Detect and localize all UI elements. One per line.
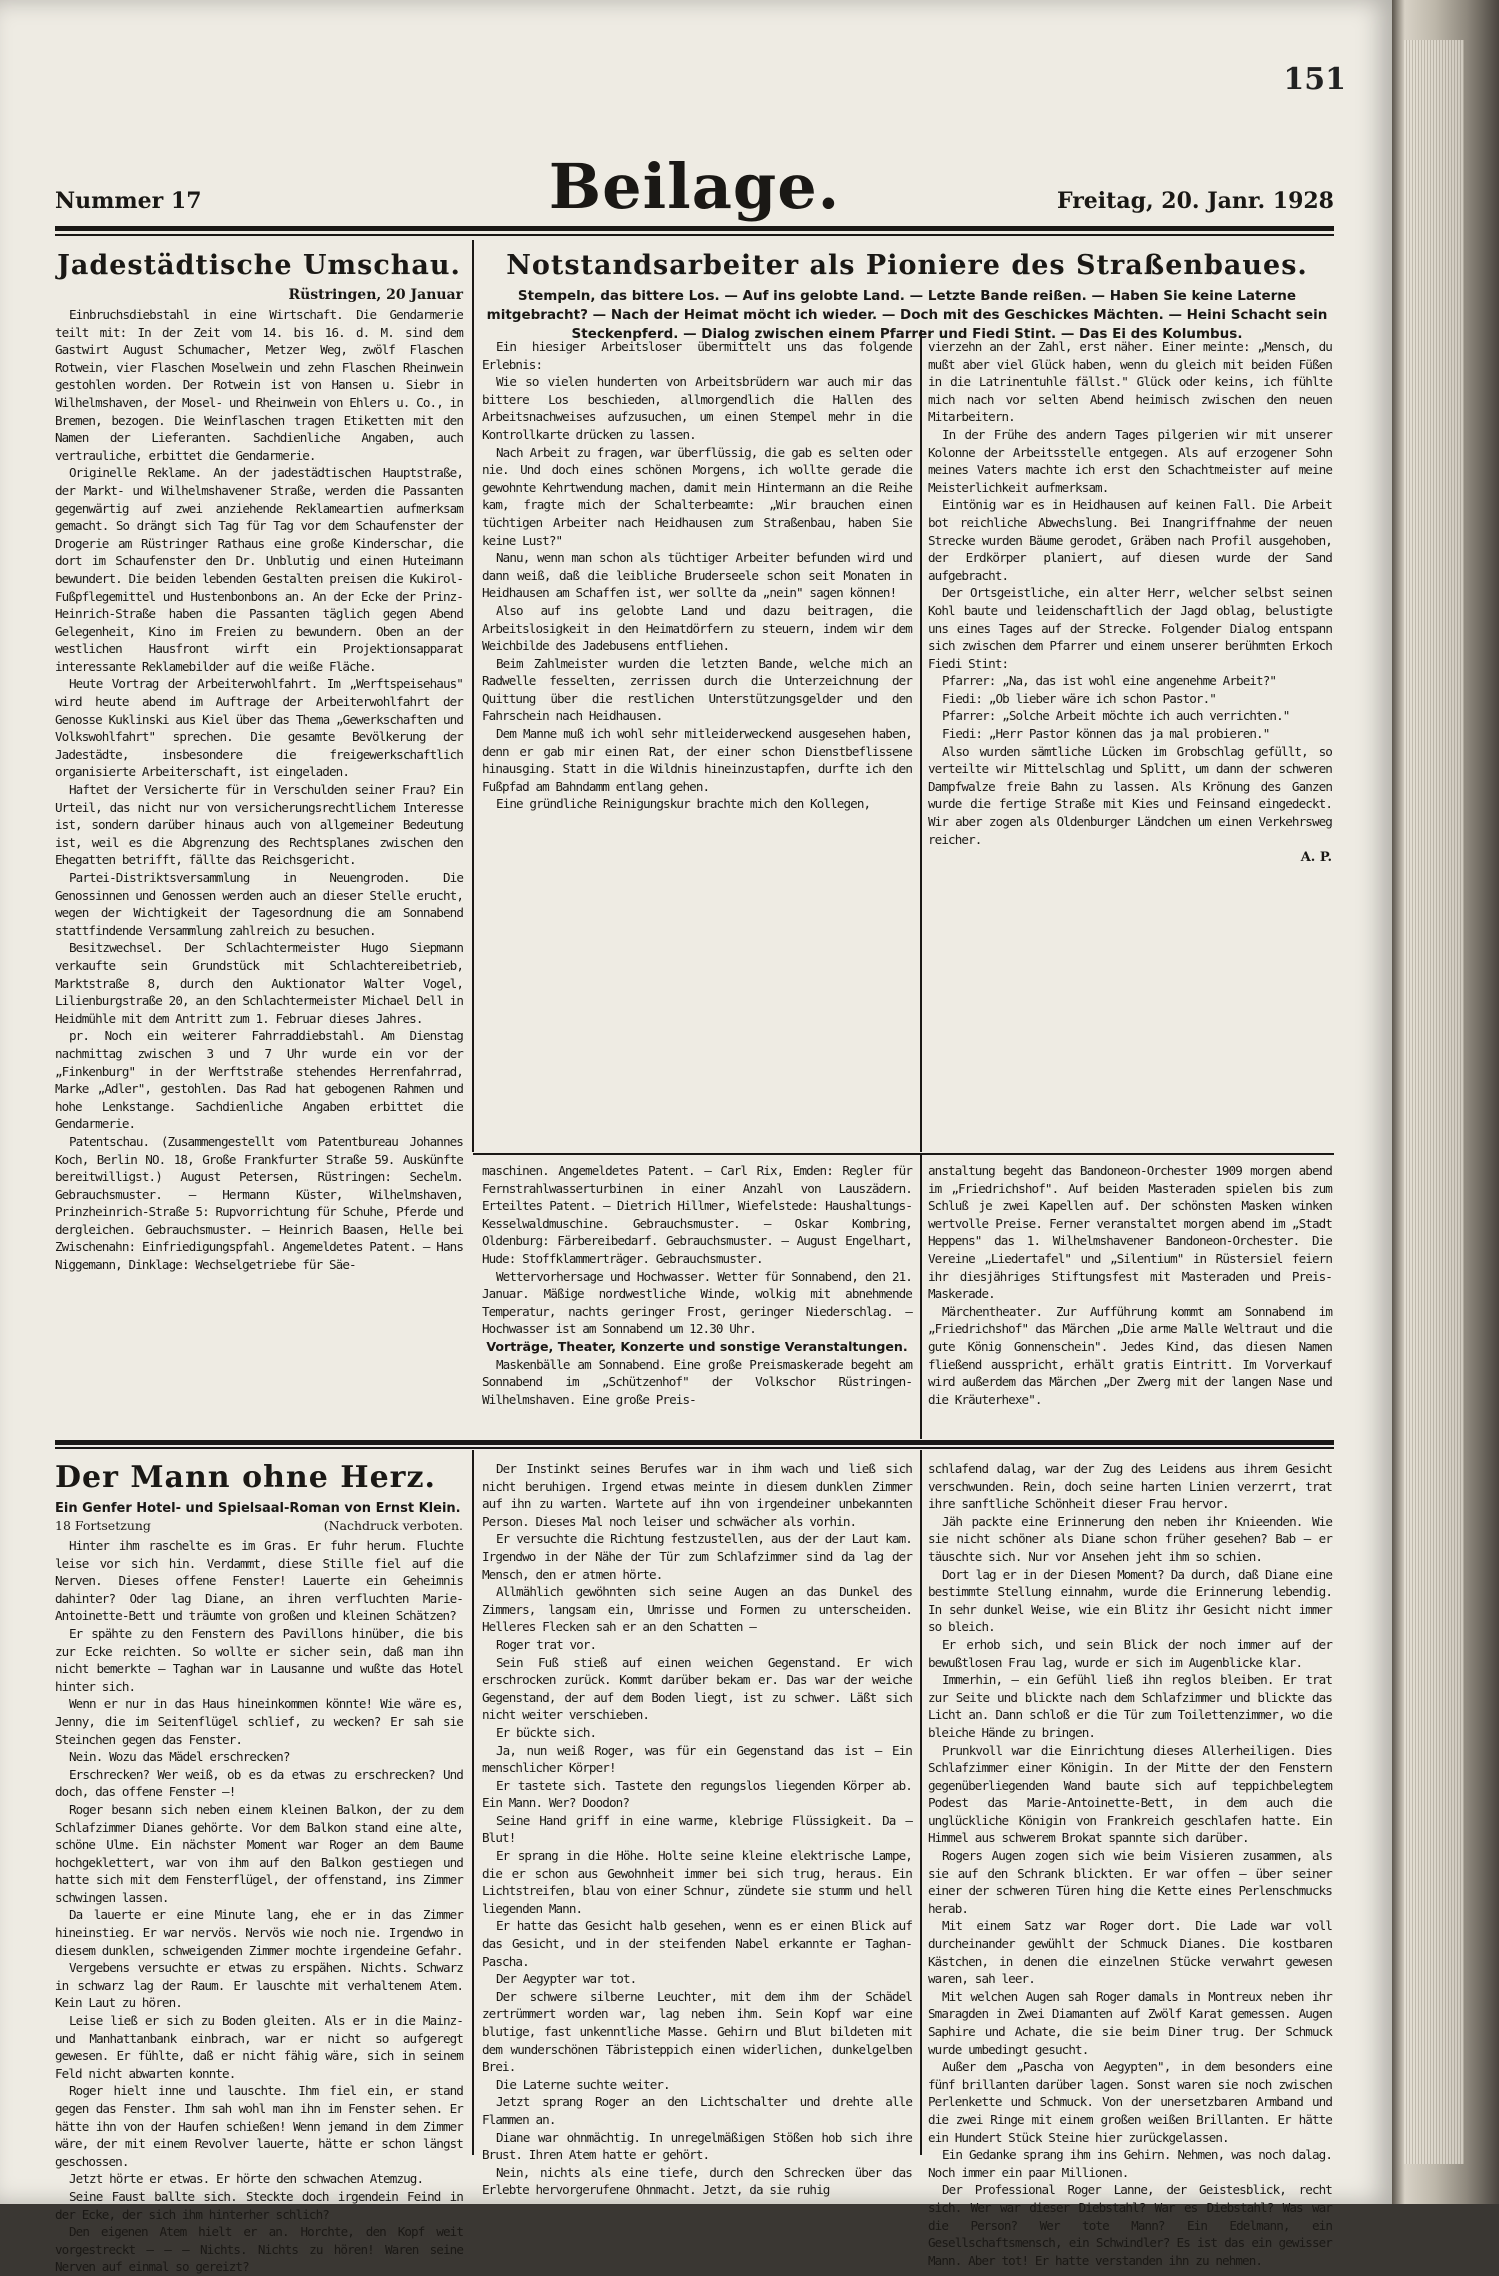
serial-paragraph: Leise ließ er sich zu Boden gleiten. Als er in die Mainz- und Manhattanbank einbrach, war er nicht so aufgeregt gewesen. Er fühlte, daß er nicht fähig wäre, sich in seinem Feld nicht abwarten konnte.	[55, 2013, 463, 2081]
article-paragraph: Wie so vielen hunderten von Arbeitsbrüdern war auch mir das bittere Los beschieden, allmorgendlich die Hallen des Arbeitsnachweises aufzusuchen, um einen Stempel mehr in die Kontrollkarte drücken zu lassen.	[482, 374, 912, 442]
serial-paragraph: Roger trat vor.	[496, 1636, 597, 1652]
serial-paragraph: Er hatte das Gesicht halb gesehen, wenn es er einen Blick auf das Gesicht, und in der steifenden Nabel erkannte er Taghan-Pascha.	[482, 1918, 912, 1969]
masthead-rule-thin	[55, 234, 1334, 236]
issue-date: Freitag, 20. Janr. 1928	[1056, 188, 1334, 214]
page-number: 151	[1283, 62, 1346, 97]
serial-divider-thin	[55, 1447, 1334, 1449]
serial-paragraph: Da lauerte er eine Minute lang, ehe er in das Zimmer hineinstieg. Er war nervös. Nervös wie noch nie. Irgendwo in diesem dunklen, schweigenden Zimmer mochte irgendeine Gefahr.	[55, 1907, 463, 1958]
article-paragraph: vierzehn an der Zahl, erst näher. Einer meinte: „Mensch, du mußt aber viel Glück haben, wenn du gleich mit beiden Füßen in die Latrinentuhle fällst." Glück oder keins, ich fühlte mich nach vor selten Abend heimisch zwischen den neuen Mitarbeitern.	[928, 339, 1332, 425]
serial-paragraph: Hinter ihm raschelte es im Gras. Er fuhr herum. Fluchte leise vor sich hin. Verdammt, diese Stille fiel auf die Nerven. Dieses offene Fenster! Lauerte ein Geheimnis dahinter? Oder lag Diane, an ihren verfluchten Marie-Antoinette-Bett und träumte von großen und kleinen Schätzen?	[55, 1538, 463, 1624]
serial-paragraph: Der Instinkt seines Berufes war in ihm wach und ließ sich nicht beruhigen. Irgend etwas meinte in diesem dunklen Zimmer auf ihn zu warten. Wartete auf ihn von irgendeiner unbekannten Person. Dieses Mal noch leiser und schwächer als vorhin.	[482, 1461, 912, 1529]
serial-paragraph: Nein, nichts als eine tiefe, durch den Schrecken über das Erlebte hervorgerufene Ohnmacht. Jetzt, da sie ruhig	[482, 2164, 912, 2198]
serial-paragraph: Der Professional Roger Lanne, der Geistesblick, recht sich. Wer war dieser Diebstahl? War es Diebstahl? Was war die Person? Wer tote Mann? Ein Edelmann, ein Gesellschaftsmensch, ein Schwindler? Es ist das ein gewisser Mann. Aber tot! Er hatte verstanden ihn zu nehmen.	[928, 2182, 1332, 2268]
article-paragraph: Originelle Reklame. An der jadestädtischen Hauptstraße, der Markt- und Wilhelmshavener Straße, werden die Passanten gegenwärtig auf zwei anziehende Reklameartien aufmerksam gemacht. So drängt sich Tag für Tag vor dem Schaufenster der Drogerie am Rüstringer Rathaus eine große Kinderschar, die dort im Schaufenster den Dr. Unblutig und einen Huteimann bewundert. Die beiden lebenden Gestalten preisen die Kukirol-Fußpflegemittel und Hustenbonbons an. An der Ecke der Prinz-Heinrich-Straße haben die Passanten täglich gegen Abend Gelegenheit, Kino im Freien zu bewundern. Oben an der westlichen Hausfront wirft ein Projektionsapparat interessante Reklamebilder auf die weiße Fläche.	[55, 465, 463, 674]
column-divider	[472, 1450, 474, 2155]
article-paragraph: In der Frühe des andern Tages pilgerien wir mit unserer Kolonne der Arbeitsstelle entgegen. Als auf erzogener Sohn meines Vaters machte ich erst den Schachtmeister auf meine Meisterlichkeit aufmerksam.	[928, 426, 1332, 495]
article-paragraph: Dem Manne muß ich wohl sehr mitleiderweckend ausgesehen haben, denn er gab mir einen Rat, der einer schon Dienstbeflissene hinausging. Statt in die Wildnis hineinzustapfen, durfte ich den Fußpfad am Bahndamm entlang gehen.	[482, 726, 912, 794]
serial-paragraph: Seine Hand griff in eine warme, klebrige Flüssigkeit. Da — Blut!	[482, 1812, 912, 1846]
article-paragraph: Pfarrer: „Solche Arbeit möchte ich auch verrichten."	[942, 708, 1290, 724]
article-paragraph: Patentschau. (Zusammengestellt vom Patentbureau Johannes Koch, Berlin NO. 18, Große Frankfurter Straße 59. Auskünfte bereitwilligst.) August Petersen, Rüstringen: Sechelm. Gebrauchsmuster. — Hermann Küster, Wilhelmshaven, Prinzheinrich-Straße 5: Rupvorrichtung für Schuhe, Pferde und dergleichen. Gebrauchsmuster. — Heinrich Baasen, Helle bei Zwischenahn: Einfriedigungspfahl. Angemeldetes Patent. — Hans Niggemann, Dinklage: Wechselgetriebe für Säe-	[55, 1133, 463, 1273]
article-paragraph: Eintönig war es in Heidhausen auf keinen Fall. Die Arbeit bot reichliche Abwechslung. Bei Inangriffnahme der neuen Strecke wurden Bäume gerodet, Gräben nach Profil ausgehoben, der Erdkörper planiert, auf diesen wurde der Sand aufgebracht.	[928, 497, 1332, 583]
article-paragraph: Beim Zahlmeister wurden die letzten Bande, welche mich an Radwelle fesselten, zerrissen durch die Unterzeichnung der Quittung über die restlichen Unterstützungsgelder und den Fahrschein nach Heidhausen.	[482, 655, 912, 724]
masthead-row	[55, 150, 1334, 224]
notices-right	[928, 1162, 1332, 1434]
serial-paragraph: Ein Gedanke sprang ihm ins Gehirn. Nehmen, was noch dalag. Noch immer ein paar Millionen.	[928, 2147, 1332, 2180]
serial-paragraph: Außer dem „Pascha von Aegypten", in dem besonders eine fünf brillanten darüber lagen. Sonst waren sie noch zwischen Perlenkette und Schmuck. Von der unersetzbaren Armband und die zwei Ringe mit einem großen weißen Brillanten. Er hätte ein Hundert Stück Steine hier zurückgelassen.	[928, 2059, 1332, 2145]
serial-paragraph: Roger hielt inne und lauschte. Ihm fiel ein, er stand gegen das Fenster. Ihm sah wohl man ihn im Fenster sehen. Er hätte ihn von der Haufen schießen! Wenn jemand in dem Zimmer wäre, der mit einem Revolver lauerte, hätte er schon längst geschossen.	[55, 2083, 463, 2169]
section-divider	[473, 1153, 1334, 1155]
serial-divider	[55, 1440, 1334, 1445]
serial-paragraph: Wenn er nur in das Haus hineinkommen könnte! Wie wäre es, Jenny, die im Seitenflügel schlief, zu wecken? Er sah sie Steinchen gegen das Fenster.	[55, 1696, 463, 1747]
serial-paragraph: Sein Fuß stieß auf einen weichen Gegenstand. Er wich erschrocken zurück. Kommt darüber bekam er. Das war der weiche Gegenstand, der auf dem Boden liegt, ist zu schwer. Läßt sich nicht weiter verschieben.	[482, 1654, 912, 1723]
masthead-rule	[55, 226, 1334, 231]
notice-paragraph: Wettervorhersage und Hochwasser. Wetter für Sonnabend, den 21. Januar. Mäßige nordwestliche Winde, wolkig mit abnehmende Temperatur, nachts geringer Frost, geringer Niederschlag. — Hochwasser ist am Sonnabend um 12.30 Uhr.	[482, 1268, 912, 1337]
serial-col1	[55, 1460, 463, 2275]
article-subtitle: Stempeln, das bittere Los. — Auf ins gelobte Land. — Letzte Bande reißen. — Haben Sie keine Laterne mitgebracht? — Nach der Heimat möcht ich wieder. — Doch mit des Geschickes Mächten. — Heini Schacht sein Steckenpferd. — Dialog zwischen einem Pfarrer und Fiedi Stint. — Das Ei des Kolumbus.	[486, 288, 1328, 342]
rights-note: (Nachdruck verboten.	[323, 1518, 463, 1533]
column-divider	[920, 1450, 922, 2155]
article-paragraph: Eine gründliche Reinigungskur brachte mich den Kollegen,	[496, 796, 871, 812]
serial-paragraph: Er tastete sich. Tastete den regungslos liegenden Körper ab. Ein Mann. Wer? Doodon?	[482, 1777, 912, 1811]
book-binding-edge	[1392, 0, 1499, 2204]
article-paragraph: Fiedi: „Herr Pastor können das ja mal probieren."	[942, 726, 1270, 742]
article-paragraph: Partei-Distriktsversammlung in Neuengroden. Die Genossinnen und Genossen werden auch an dieser Stelle erucht, wegen der Wichtigkeit der Tagesordnung die am Sonnabend stattfindende Versammlung zahlreich zu besuchen.	[55, 870, 463, 938]
serial-paragraph: Er sprang in die Höhe. Holte seine kleine elektrische Lampe, die er schon aus Gewohnheit immer bei sich trug, heraus. Ein Lichtstreifen, blau von einer Schnur, zündete sie stumm und hell liegenden Mann.	[482, 1848, 912, 1916]
serial-paragraph: Allmählich gewöhnten sich seine Augen an das Dunkel des Zimmers, langsam ein, Umrisse und Formen zu unterscheiden. Helleres Flecken sah er an den Schatten —	[482, 1584, 912, 1635]
serial-byline: Ein Genfer Hotel- und Spielsaal-Roman von Ernst Klein.	[55, 1501, 461, 1516]
serial-paragraph: Er versuchte die Richtung festzustellen, aus der der Laut kam. Irgendwo in der Nähe der Tür zum Schlafzimmer sind da lag der Mensch, den er atmen hörte.	[482, 1531, 912, 1582]
article-title: Jadestädtische Umschau.	[57, 250, 461, 281]
serial-paragraph: Nein. Wozu das Mädel erschrecken?	[69, 1749, 290, 1765]
serial-paragraph: Rogers Augen zogen sich wie beim Visieren zusammen, als sie auf den Schrank blickten. Er war offen — über seiner einer der schweren Türen hing die Kette eines Perlenschmucks herab.	[928, 1848, 1332, 1916]
serial-paragraph: Roger besann sich neben einem kleinen Balkon, der zu dem Schlafzimmer Dianes gehörte. Vor dem Balkon stand eine alte, schöne Ulme. Ein nächster Moment war Roger an dem Baume hochgeklettert, war von ihm auf den Balkon gestiegen und hatte sich mit dem Fensterflügel, der offenstand, ins Zimmer schwingen lassen.	[55, 1801, 463, 1905]
serial-paragraph: schlafend dalag, war der Zug des Leidens aus ihrem Gesicht verschwunden. Rein, doch seine harten Linien verzerrt, trat ihre sanftliche Schönheit dieser Frau hervor.	[928, 1461, 1332, 1512]
serial-paragraph: Erschrecken? Wer weiß, ob es da etwas zu erschrecken? Und doch, das offene Fenster —!	[55, 1766, 463, 1800]
notices-left	[482, 1162, 912, 1434]
article-paragraph: Nach Arbeit zu fragen, war überflüssig, die gab es selten oder nie. Und doch eines schönen Morgens, ich wollte gerade die gewohnte Kehrtwendung machen, damit mein Hintermann an die Reihe kam, fragte mich der Schalterbeamte: „Wir brauchen einen tüchtigen Arbeiter nach Heidhausen zum Straßenbau, haben Sie keine Lust?"	[482, 444, 912, 548]
masthead-title: Beilage.	[548, 150, 841, 223]
article-paragraph: Pfarrer: „Na, das ist wohl eine angenehme Arbeit?"	[942, 673, 1277, 689]
article-paragraph: pr. Noch ein weiterer Fahrraddiebstahl. Am Dienstag nachmittag zwischen 3 und 7 Uhr wurde ein vor der „Finkenburg" in der Werftstraße stehendes Herrenfahrrad, Marke „Adler", gestohlen. Das Rad hat gebogenen Rahmen und hohe Lenkstange. Sachdienliche Angaben erbittet die Gendarmerie.	[55, 1028, 463, 1132]
article-paragraph: Ein hiesiger Arbeitsloser übermittelt uns das folgende Erlebnis:	[482, 339, 912, 372]
serial-paragraph: Diane war ohnmächtig. In unregelmäßigen Stößen hob sich ihre Brust. Ihren Atem hatte er gehört.	[482, 2129, 912, 2163]
serial-paragraph: Prunkvoll war die Einrichtung dieses Allerheiligen. Dies Schlafzimmer einer Königin. In der Mitte der den Fenstern gegenüberliegenden Wand baute sich auf teppichbelegtem Podest das Marie-Antoinette-Bett, in dem auch die unglückliche Königin von Frankreich geschlafen hatte. Ein Himmel aus schwerem Brokat spannte sich darüber.	[928, 1742, 1332, 1846]
article-road-works-col2	[928, 338, 1332, 1148]
installment-number: 18 Fortsetzung	[55, 1518, 151, 1533]
notice-paragraph: maschinen. Angemeldetes Patent. — Carl Rix, Emden: Regler für Fernstrahlwasserturbinen in einer Anzahl von Lauszädern. Erteiltes Patent. — Dietrich Hillmer, Wiefelstede: Haushaltungs-Kesselwaldmuschine. Gebrauchsmuster. — Oskar Kombring, Oldenburg: Färbereibedarf. Gebrauchsmuster. — August Engelhart, Hude: Stoffklammerträger. Gebrauchsmuster.	[482, 1163, 912, 1266]
serial-paragraph: Der Aegypter war tot.	[496, 1971, 637, 1987]
serial-paragraph: Dort lag er in der Diesen Moment? Da durch, daß Diane eine bestimmte Stellung einnahm, wurde die Erinnerung lebendig. In sehr dunkel Weise, wie ein Blitz ihr Gesicht nicht immer so bleich.	[928, 1566, 1332, 1635]
serial-paragraph: Jetzt sprang Roger an den Lichtschalter und drehte alle Flammen an.	[482, 2094, 912, 2127]
serial-paragraph: Mit einem Satz war Roger dort. Die Lade war voll durcheinander gewühlt der Schmuck Dianes. Die kostbaren Kästchen, in denen die einzelnen Stücke verwahrt gewesen waren, sah leer.	[928, 1918, 1332, 1987]
serial-paragraph: Ja, nun weiß Roger, was für ein Gegenstand das ist — Ein menschlicher Körper!	[482, 1742, 912, 1776]
author-signature: A. P.	[1300, 850, 1332, 866]
column-divider	[920, 1155, 922, 1439]
article-paragraph: Heute Vortrag der Arbeiterwohlfahrt. Im „Werftspeisehaus" wird heute abend im Auftrage der Arbeiterwohlfahrt der Genosse Kuklinski aus Kiel über das Thema „Gewerkschaften und Volkswohlfahrt" sprechen. Die gesamte Bevölkerung der Jadestädte, insbesondere die freigewerkschaftlich organisierte Arbeiterschaft, ist eingeladen.	[55, 676, 463, 780]
column-divider	[920, 330, 922, 1152]
article-paragraph: Der Ortsgeistliche, ein alter Herr, welcher selbst seinen Kohl baute und leidenschaftlich der Jagd oblag, belustigte uns eines Tages auf der Strecke. Folgender Dialog entspann sich zwischen dem Pfarrer und einem unserer berühmten Erkoch Fiedi Stint:	[928, 585, 1332, 671]
article-local-news	[55, 250, 463, 1434]
page-stack	[1404, 40, 1464, 2164]
serial-col3	[928, 1460, 1332, 2268]
serial-paragraph: Die Laterne suchte weiter.	[496, 2076, 670, 2092]
serial-paragraph: Mit welchen Augen sah Roger damals in Montreux neben ihr Smaragden in Zwei Diamanten auf Zwölf Karat gemessen. Augen Saphire und Achate, die sie beim Diner trug. Der Schmuck wurde umbedingt gesucht.	[928, 1988, 1332, 2057]
serial-title: Der Mann ohne Herz.	[55, 1460, 436, 1495]
issue-number: Nummer 17	[55, 188, 202, 214]
article-paragraph: Besitzwechsel. Der Schlachtermeister Hugo Siepmann verkaufte sein Grundstück mit Schlachtereibetrieb, Marktstraße 8, durch den Auktionator Walter Vogel, Lilienburgstraße 20, an den Schlachtermeister Michael Dell in Heidmühle mit dem Antritt zum 1. Februar dieses Jahres.	[55, 940, 463, 1026]
article-paragraph: Also auf ins gelobte Land und dazu beitragen, die Arbeitslosigkeit in den Heimatdörfern zu steuern, indem wir dem Weichbilde des Jadebusens entfliehen.	[482, 602, 912, 654]
serial-paragraph: Jäh packte eine Erinnerung den neben ihr Knieenden. Wie sie nicht schöner als Diane schon früher gesehen? Bab — er täuschte sich. Nur vor Ansehen jeht ihm so schien.	[928, 1513, 1332, 1564]
article-title: Notstandsarbeiter als Pioniere des Straßenbaues.	[506, 250, 1308, 281]
notice-heading	[482, 1338, 912, 1356]
serial-paragraph: Den eigenen Atem hielt er an. Horchte, den Kopf weit vorgestreckt — — — Nichts. Nichts zu hören! Waren seine Nerven auf einmal so gereizt?	[55, 2224, 463, 2275]
serial-paragraph: Er spähte zu den Fenstern des Pavillons hinüber, die bis zur Ecke reichten. So wollte er sicher sein, daß man ihn nicht bemerkte — Taghan war in Lausanne und wußte das Hotel hinter sich.	[55, 1625, 463, 1694]
article-paragraph: Nanu, wenn man schon als tüchtiger Arbeiter befunden wird und dann weiß, daß die leibliche Bruderseele schon seit Monaten in Heidhausen am Schaffen ist, wer sollte da „nein" sagen können!	[482, 550, 912, 601]
column-divider	[472, 240, 474, 1152]
serial-col2	[482, 1460, 912, 2198]
article-paragraph: Also wurden sämtliche Lücken im Grobschlag gefüllt, so verteilte wir Mittelschlag und Splitt, um dann der schweren Dampfwalze freie Bahn zu lassen. Als Krönung des Ganzen wurde die fertige Straße mit Kies und Feinsand eingedeckt. Wir aber zogen als Oldenburger Ländchen um einen Verkehrsweg reicher.	[928, 743, 1332, 847]
article-paragraph: Fiedi: „Ob lieber wäre ich schon Pastor."	[942, 690, 1216, 706]
notice-paragraph: anstaltung begeht das Bandoneon-Orchester 1909 morgen abend im „Friedrichshof". Auf beiden Masteraden spielen bis zum Schluß je zwei Kapellen auf. Der schönsten Masken winken wertvolle Preise. Ferner veranstaltet morgen abend im „Stadt Heppens" das 1. Wilhelmshavener Bandoneon-Orchester. Die Vereine „Liedertafel" und „Silentium" in Rüstersiel feiern ihr diesjähriges Stiftungsfest mit Masteraden und Preis-Maskerade.	[928, 1163, 1332, 1302]
serial-paragraph: Er bückte sich.	[496, 1724, 597, 1740]
article-paragraph: Einbruchsdiebstahl in eine Wirtschaft. Die Gendarmerie teilt mit: In der Zeit vom 14. bis 16. d. M. sind dem Gastwirt August Schumacher, Metzer Weg, zwölf Flaschen Rotwein, vier Flaschen Moselwein und zehn Flaschen Rheinwein gestohlen worden. Der Rotwein ist von Hansen u. Siebr in Wilhelmshaven, der Mosel- und Rheinwein von Ehlers u. Co., in Bremen, bezogen. Die Weinflaschen tragen Etiketten mit den Namen der Lieferanten. Sachdienliche Angaben, auch vertrauliche, erbittet die Gendarmerie.	[55, 307, 463, 463]
serial-paragraph: Der schwere silberne Leuchter, mit dem ihm der Schädel zertrümmert worden war, lag neben ihm. Sein Kopf war eine blutige, fast unkenntliche Masse. Gehirn und Blut bildeten mit dem wunderschönen Täbristeppich einen widerlichen, dunkelgelben Brei.	[482, 1988, 912, 2075]
article-paragraph: Haftet der Versicherte für in Verschulden seiner Frau? Ein Urteil, das nicht nur von versicherungsrechtlichem Interesse ist, sondern darüber hinaus auch von allgemeiner Bedeutung ist, weil es die Abgrenzung des Rechtsplanes zwischen den Ehegatten betrifft, fällte das Reichsgericht.	[55, 782, 463, 868]
serial-paragraph: Jetzt hörte er etwas. Er hörte den schwachen Atemzug.	[69, 2171, 424, 2187]
serial-installment	[55, 1518, 463, 1533]
serial-paragraph: Seine Faust ballte sich. Steckte doch irgendein Feind in der Ecke, der sich ihm hinterher schlich?	[55, 2188, 463, 2222]
dateline: Rüstringen, 20 Januar	[288, 287, 463, 303]
serial-paragraph: Immerhin, — ein Gefühl ließ ihn reglos bleiben. Er trat zur Seite und blickte nach dem Schlafzimmer und blickte das Licht an. Dann schloß er die Tür zum Toilettenzimmer, wo die bleiche Hände zu bringen.	[928, 1672, 1332, 1740]
notice-paragraph: Märchentheater. Zur Aufführung kommt am Sonnabend im „Friedrichshof" das Märchen „Die arme Malle Weltraut und die gute König Gonnenschein". Jedes Kind, das diesen Namen fließend ausspricht, erhält gratis Eintritt. Im Vorverkauf wird außerdem das Märchen „Der Zwerg mit der langen Nase und die Kräuterhexe".	[928, 1303, 1332, 1407]
serial-paragraph: Vergebens versuchte er etwas zu erspähen. Nichts. Schwarz in schwarz lag der Raum. Er lauschte mit verhaltenem Atem. Kein Laut zu hören.	[55, 1960, 463, 2011]
article-road-works-header	[482, 250, 1332, 342]
notice-paragraph: Maskenbälle am Sonnabend. Eine große Preismaskerade begeht am Sonnabend im „Schützenhof" der Volkschor Rüstringen-Wilhelmshaven. Eine große Preis-	[482, 1356, 912, 1407]
serial-paragraph: Er erhob sich, und sein Blick der noch immer auf der bewußtlosen Frau lag, wurde er sich im Augenblicke klar.	[928, 1636, 1332, 1670]
article-road-works-col1	[482, 338, 912, 1148]
notice-heading-text: Vorträge, Theater, Konzerte und sonstige Veranstaltungen.	[486, 1338, 908, 1354]
